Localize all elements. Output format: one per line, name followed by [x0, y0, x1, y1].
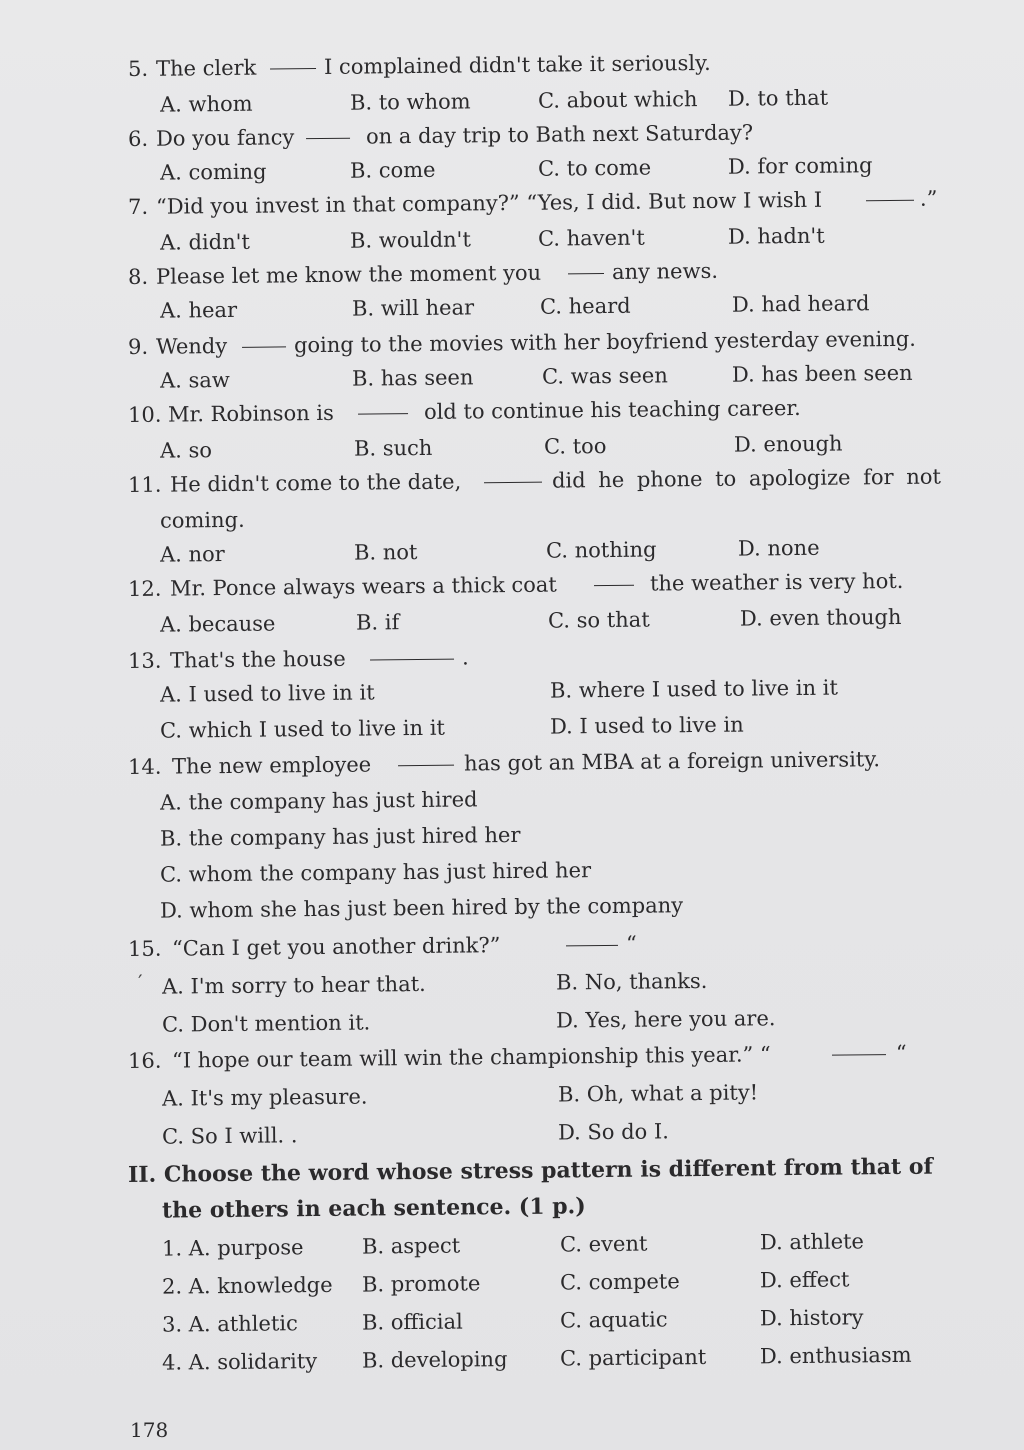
answer-blank — [306, 120, 350, 139]
answer-blank — [484, 464, 542, 484]
answer-blank — [370, 641, 454, 661]
option-b: B. official — [361, 1309, 463, 1335]
option-d: D. to that — [727, 85, 829, 111]
question-stem-end: “ — [895, 1040, 907, 1065]
question-number: 10. — [127, 402, 162, 428]
question-stem: Mr. Ponce always wears a thick coat — [169, 572, 557, 601]
question-stem: The new employee — [171, 752, 372, 779]
question-stem-end: . — [461, 645, 469, 670]
option-c: C. So I will. . — [161, 1123, 298, 1149]
question-stem: He didn't come to the date, — [169, 469, 462, 497]
option-d: D. none — [737, 535, 820, 561]
answer-blank — [242, 328, 286, 347]
pencil-tick-mark: ′ — [138, 970, 143, 994]
options-15-ab — [0, 961, 1024, 1006]
option-b: B. will hear — [351, 295, 475, 321]
page-number: 178 — [130, 1418, 169, 1442]
question-number: 13. — [127, 648, 162, 674]
option-a: 3. A. athletic — [161, 1311, 298, 1337]
option-b: B. has seen — [351, 365, 474, 391]
option-a: A. the company has just hired — [159, 787, 478, 815]
option-b: B. if — [355, 610, 400, 635]
options-16-ab — [0, 1073, 1024, 1118]
question-stem-end: going to the movies with her boyfriend yesterday evening. — [293, 326, 917, 358]
option-c: C. nothing — [545, 537, 657, 563]
option-a: A. so — [159, 438, 213, 463]
stress-item-4 — [0, 1337, 1024, 1382]
question-stem: Wendy — [155, 333, 228, 359]
option-b: B. promote — [361, 1271, 481, 1297]
answer-blank — [270, 50, 316, 69]
answer-blank — [594, 567, 634, 586]
question-stem-end: I complained didn't take it seriously. — [323, 50, 711, 79]
option-b: B. No, thanks. — [555, 968, 708, 995]
option-a: A. It's my pleasure. — [161, 1084, 368, 1111]
question-stem: “Did you invest in that company?” “Yes, I did. But now I wish I — [155, 187, 823, 219]
answer-blank — [358, 395, 408, 415]
option-d: D. enough — [733, 431, 843, 457]
answer-blank — [398, 747, 454, 767]
question-number: 8. — [127, 264, 149, 290]
answer-blank — [866, 182, 914, 202]
option-b: B. not — [353, 539, 418, 565]
option-d: D. effect — [759, 1267, 850, 1293]
question-stem: That's the house — [169, 646, 346, 673]
option-c: C. which I used to live in it — [159, 715, 446, 743]
option-c: C. so that — [547, 607, 650, 633]
option-a: A. because — [159, 611, 276, 637]
option-d: D. Yes, here you are. — [555, 1006, 776, 1033]
option-b: B. such — [353, 435, 433, 461]
option-a: A. hear — [159, 297, 238, 323]
option-c: C. whom the company has just hired her — [159, 858, 592, 887]
section-heading-line-1: II. Choose the word whose stress pattern is different from that of — [127, 1153, 934, 1189]
question-stem-end: on a day trip to Bath next Saturday? — [365, 120, 754, 149]
question-stem: Mr. Robinson is — [167, 400, 334, 427]
question-stem: “I hope our team will win the championship this year.” “ — [171, 1042, 771, 1073]
option-a: 2. A. knowledge — [161, 1272, 333, 1299]
option-d: D. had heard — [731, 291, 870, 317]
option-b: B. Oh, what a pity! — [557, 1080, 759, 1107]
stress-item-3 — [0, 1299, 1024, 1344]
option-c: C. to come — [537, 155, 652, 181]
question-stem-end: .” — [919, 186, 938, 211]
question-stem-end: old to continue his teaching career. — [423, 395, 801, 424]
question-stem: “Can I get you another drink?” — [171, 933, 501, 961]
option-c: C. too — [543, 434, 607, 459]
question-stem-end: any news. — [611, 258, 719, 284]
option-c: C. event — [559, 1231, 648, 1257]
option-c: C. was seen — [541, 363, 668, 389]
option-c: C. about which — [537, 87, 698, 113]
question-number: 11. — [127, 472, 162, 498]
option-d: D. whom she has just been hired by the company — [159, 893, 684, 923]
option-a: A. didn't — [159, 229, 250, 255]
answer-blank — [566, 927, 618, 947]
question-stem-end: “ — [625, 931, 637, 956]
question-stem: Do you fancy — [155, 125, 295, 151]
option-a: 4. A. solidarity — [161, 1349, 318, 1375]
option-d: D. athlete — [759, 1229, 865, 1255]
option-b: B. where I used to live in it — [549, 675, 839, 703]
option-a: A. nor — [159, 542, 225, 567]
answer-blank — [568, 255, 604, 274]
option-c: C. haven't — [537, 225, 645, 251]
option-b: B. to whom — [349, 89, 471, 115]
question-stem-end: did he phone to apologize for not — [551, 464, 942, 493]
option-d: D. hadn't — [727, 223, 825, 249]
section-heading-line-2: the others in each sentence. (1 p.) — [161, 1193, 586, 1224]
option-a: 1. A. purpose — [161, 1235, 304, 1261]
question-number: 7. — [127, 194, 149, 220]
options-16-cd — [0, 1111, 1024, 1156]
question-number: 9. — [127, 334, 149, 360]
option-d: D. enthusiasm — [759, 1342, 912, 1369]
option-d: D. history — [759, 1305, 864, 1331]
option-b: B. come — [349, 157, 436, 183]
option-c: C. heard — [539, 293, 631, 319]
option-b: B. developing — [361, 1347, 508, 1373]
option-c: C. aquatic — [559, 1307, 668, 1333]
stress-item-1 — [0, 1223, 1024, 1268]
option-b: B. wouldn't — [349, 227, 471, 253]
option-d: D. even though — [739, 604, 902, 631]
option-d: D. So do I. — [557, 1119, 670, 1145]
stress-item-2 — [0, 1261, 1024, 1306]
option-b: B. the company has just hired her — [159, 822, 521, 851]
question-stem: Please let me know the moment you — [155, 260, 542, 289]
option-a: A. whom — [159, 91, 253, 117]
option-d: D. has been seen — [731, 360, 913, 387]
option-a: A. coming — [159, 159, 267, 185]
option-d: D. I used to live in — [549, 712, 744, 739]
question-number: 14. — [127, 754, 162, 780]
option-a: A. saw — [159, 367, 230, 393]
question-stem: The clerk — [155, 55, 257, 81]
answer-blank — [832, 1036, 886, 1056]
question-stem-end: the weather is very hot. — [649, 568, 904, 596]
option-a: A. I'm sorry to hear that. — [161, 971, 426, 999]
question-number: 5. — [127, 56, 149, 82]
question-15 — [0, 923, 1024, 968]
option-c: C. compete — [559, 1269, 680, 1295]
question-number: 16. — [127, 1048, 162, 1074]
question-stem-end: has got an MBA at a foreign university. — [463, 747, 881, 776]
question-number: 15. — [127, 936, 162, 962]
option-a: A. I used to live in it — [159, 680, 375, 707]
option-c: C. Don't mention it. — [161, 1010, 371, 1037]
question-number: 12. — [127, 576, 162, 602]
question-number: 6. — [127, 126, 149, 152]
option-b: B. aspect — [361, 1233, 461, 1259]
option-d: D. for coming — [727, 153, 873, 179]
option-c: C. participant — [559, 1344, 707, 1371]
question-stem-continued: coming. — [159, 507, 245, 533]
